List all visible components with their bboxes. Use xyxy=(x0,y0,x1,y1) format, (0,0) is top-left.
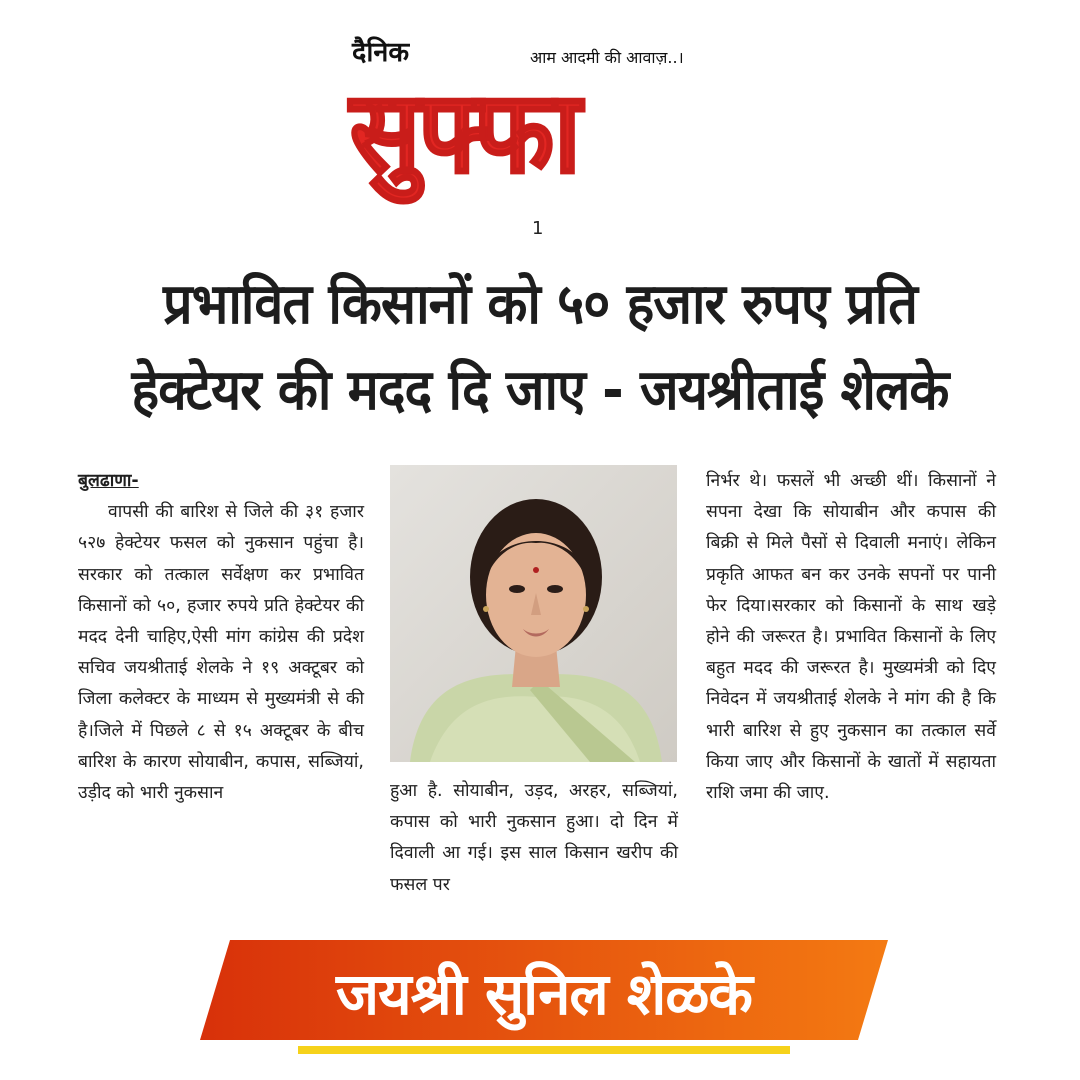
banner-name: जयश्री सुनिल शेळके xyxy=(336,960,752,1028)
portrait-photo xyxy=(390,465,677,762)
headline-line-1: प्रभावित किसानों को ५० हजार रुपए प्रति xyxy=(163,272,917,337)
page-number: 1 xyxy=(532,218,544,239)
article-column-left xyxy=(78,466,364,809)
newspaper-logo: सुफ्फा xyxy=(350,66,579,199)
dateline: बुलढाणा- xyxy=(78,471,139,491)
portrait-illustration xyxy=(390,465,677,762)
headline xyxy=(60,262,1020,442)
article-text-middle: हुआ है. सोयाबीन, उड़द, अरहर, सब्जियां, कपास को भारी नुकसान हुआ। दो दिन में दिवाली आ गई। इस साल किसान खरीप की फसल पर xyxy=(390,781,678,895)
masthead xyxy=(0,0,1080,210)
name-banner xyxy=(200,940,888,1058)
masthead-prefix: दैनिक xyxy=(352,37,410,68)
article-text-left: वापसी की बारिश से जिले की ३१ हजार ५२७ हेक्टेयर फसल को नुकसान पहुंचा है। सरकार को तत्काल सर्वेक्षण कर प्रभावित किसानों को ५०, हजार रुपये प्रति हेक्टेयर की मदद देनी चाहिए,ऐसी मांग कांग्रेस की प्रदेश सचिव जयश्रीताई शेलके ने १९ अक्टूबर को जिला कलेक्टर के माध्यम से मुख्यमंत्री से की है।जिले में पिछले ८ से १५ अक्टूबर के बीच बारिश के कारण सोयाबीन, कपास, सब्जियां, उड़ीद को भारी नुकसान xyxy=(78,502,364,804)
masthead-tagline: आम आदमी की आवाज़..। xyxy=(530,48,684,67)
article-column-right xyxy=(706,466,996,809)
article-column-middle xyxy=(390,776,678,901)
article-text-right: निर्भर थे। फसलें भी अच्छी थीं। किसानों ने सपना देखा कि सोयाबीन और कपास की बिक्री से मिले पैसों से दिवाली मनाएं। लेकिन प्रकृति आफत बन कर उनके सपनों पर पानी फेर दिया।सरकार को किसानों के साथ खड़े होने की जरूरत है। प्रभावित किसानों के लिए बहुत मदद की जरूरत है। मुख्यमंत्री को दिए निवेदन में जयश्रीताई शेलके ने मांग की है कि भारी बारिश से हुए नुकसान का तत्काल सर्वे किया जाए और किसानों के खातों में सहायता राशि जमा की जाए. xyxy=(706,471,996,804)
headline-line-2: हेक्टेयर की मदद दि जाए - जयश्रीताई शेलके xyxy=(131,358,949,423)
